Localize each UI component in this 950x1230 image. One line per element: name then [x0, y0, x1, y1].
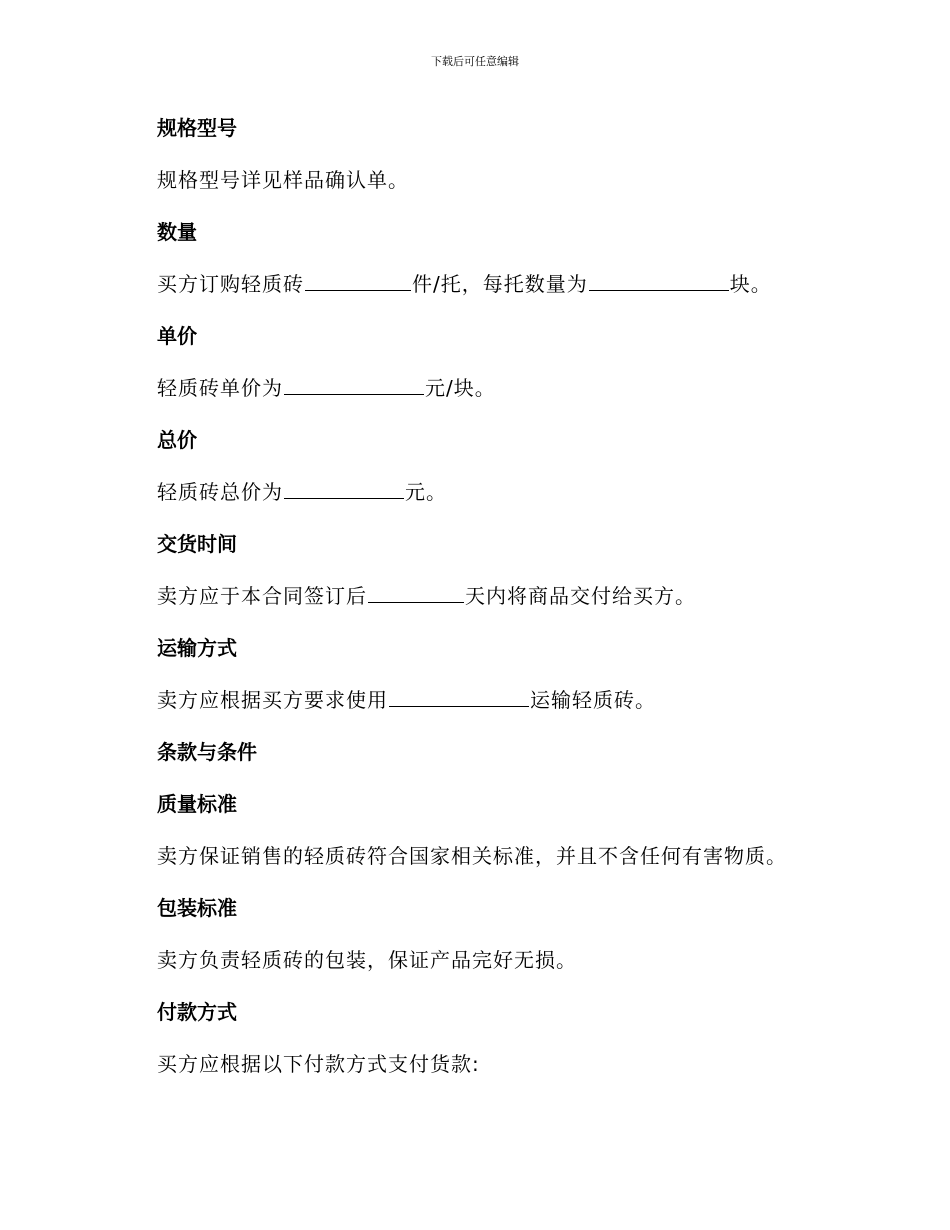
blocks-per-pallet-blank[interactable]: [589, 270, 729, 291]
pieces-per-pallet-blank[interactable]: [305, 270, 411, 291]
unit-price-heading: 单价: [157, 324, 197, 348]
transport-text-2: 运输轻质砖。: [530, 688, 656, 712]
quality-heading: 质量标准: [157, 792, 237, 816]
total-price-blank[interactable]: [284, 478, 404, 499]
delivery-text-2: 天内将商品交付给买方。: [465, 584, 696, 608]
spec-heading: 规格型号: [157, 116, 237, 140]
page-header-note: 下载后可任意编辑: [431, 55, 519, 68]
delivery-time-heading: 交货时间: [157, 532, 237, 556]
delivery-text-1: 卖方应于本合同签订后: [157, 584, 367, 608]
total-price-heading: 总价: [157, 428, 197, 452]
total-price-paragraph: [157, 477, 837, 529]
unit-price-blank[interactable]: [284, 374, 424, 395]
quantity-text-2: 件/托，每托数量为: [412, 272, 588, 296]
contract-body: [157, 113, 837, 1101]
quantity-text-3: 块。: [729, 272, 772, 296]
terms-heading: 条款与条件: [157, 740, 257, 764]
unit-price-text-1: 轻质砖单价为: [157, 376, 283, 400]
payment-heading: 付款方式: [157, 1000, 237, 1024]
unit-price-text-2: 元/块。: [425, 376, 496, 400]
transport-heading: 运输方式: [157, 636, 237, 660]
transport-paragraph: [157, 685, 837, 737]
packing-heading: 包装标准: [157, 896, 237, 920]
delivery-days-blank[interactable]: [368, 582, 464, 603]
total-price-text-2: 元。: [405, 480, 447, 504]
spec-paragraph: 规格型号详见样品确认单。: [157, 168, 409, 192]
total-price-text-1: 轻质砖总价为: [157, 480, 283, 504]
quality-paragraph: 卖方保证销售的轻质砖符合国家相关标准，并且不含任何有害物质。: [157, 844, 787, 868]
delivery-time-paragraph: [157, 581, 837, 633]
packing-paragraph: 卖方负责轻质砖的包装，保证产品完好无损。: [157, 948, 577, 972]
quantity-text-1: 买方订购轻质砖: [157, 272, 304, 296]
quantity-heading: 数量: [157, 220, 197, 244]
transport-text-1: 卖方应根据买方要求使用: [157, 688, 388, 712]
unit-price-paragraph: [157, 373, 837, 425]
payment-paragraph: 买方应根据以下付款方式支付货款:: [157, 1052, 480, 1076]
transport-method-blank[interactable]: [389, 686, 529, 707]
quantity-paragraph: [157, 269, 837, 321]
